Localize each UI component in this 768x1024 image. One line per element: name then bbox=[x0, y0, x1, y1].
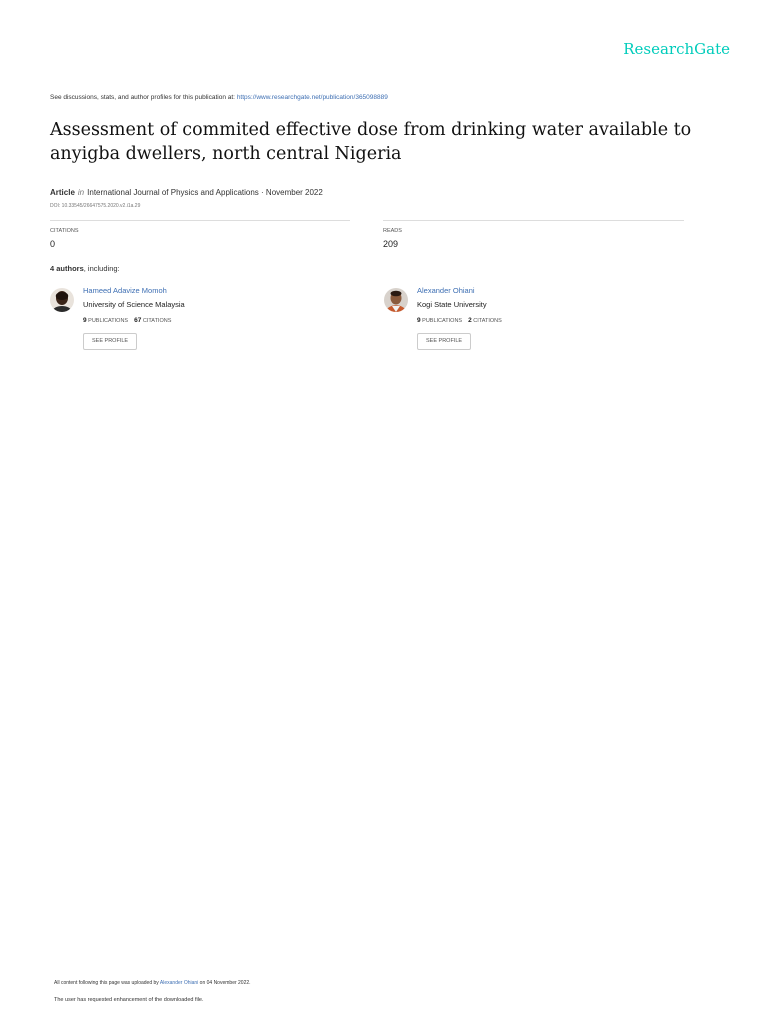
upload-note bbox=[54, 980, 251, 986]
author-publications-count: 9 bbox=[417, 317, 421, 324]
author-institution: University of Science Malaysia bbox=[83, 300, 185, 309]
reads-value: 209 bbox=[383, 239, 399, 249]
publication-venue-date: International Journal of Physics and Applications · November 2022 bbox=[87, 188, 323, 197]
author-stats bbox=[83, 317, 171, 324]
author-institution: Kogi State University bbox=[417, 300, 487, 309]
author-citations-label: CITATIONS bbox=[473, 318, 502, 324]
see-profile-button[interactable]: SEE PROFILE bbox=[83, 333, 137, 350]
author-citations-label: CITATIONS bbox=[142, 318, 172, 324]
publication-url-link[interactable]: https://www.researchgate.net/publication/365098889 bbox=[236, 94, 388, 101]
enhancement-note: The user has requested enhancement of the downloaded file. bbox=[54, 997, 204, 1003]
author-avatar[interactable] bbox=[384, 288, 408, 312]
researchgate-logo[interactable]: ResearchGate bbox=[623, 40, 730, 58]
reads-label: READS bbox=[383, 228, 402, 234]
publication-doi: DOI: 10.33545/26647575.2020.v2.i1a.29 bbox=[50, 203, 141, 209]
author-publications-count: 9 bbox=[83, 317, 87, 324]
publication-meta bbox=[50, 188, 323, 197]
reads-divider bbox=[383, 220, 684, 221]
author-stats bbox=[417, 317, 502, 324]
discussion-text: See discussions, stats, and author profiles for this publication at: bbox=[50, 94, 235, 101]
author-name-link[interactable]: Hameed Adavize Momoh bbox=[83, 286, 167, 295]
authors-count: 4 authors bbox=[50, 264, 84, 273]
citations-label: CITATIONS bbox=[50, 228, 79, 234]
author-citations-count: 2 bbox=[468, 317, 472, 324]
author-avatar[interactable] bbox=[50, 288, 74, 312]
upload-suffix: on 04 November 2022. bbox=[199, 980, 251, 986]
author-publications-label: PUBLICATIONS bbox=[422, 318, 463, 324]
author-citations-count: 67 bbox=[134, 317, 142, 324]
avatar-image bbox=[50, 288, 74, 312]
citations-value: 0 bbox=[50, 239, 56, 249]
uploader-link[interactable]: Alexander Ohiani bbox=[159, 980, 199, 986]
citations-divider bbox=[50, 220, 350, 221]
discussion-line bbox=[50, 94, 388, 101]
upload-prefix: All content following this page was uploaded by bbox=[54, 980, 159, 986]
see-profile-button[interactable]: SEE PROFILE bbox=[417, 333, 471, 350]
publication-title: Assessment of commited effective dose from drinking water available to anyigba dwellers, north central Nigeria bbox=[50, 120, 692, 164]
in-word: in bbox=[77, 188, 85, 197]
author-name-link[interactable]: Alexander Ohiani bbox=[417, 286, 475, 295]
authors-heading bbox=[50, 264, 120, 273]
publication-type: Article bbox=[50, 188, 75, 197]
avatar-image bbox=[384, 288, 408, 312]
authors-suffix: , including: bbox=[83, 264, 120, 273]
author-publications-label: PUBLICATIONS bbox=[88, 318, 129, 324]
